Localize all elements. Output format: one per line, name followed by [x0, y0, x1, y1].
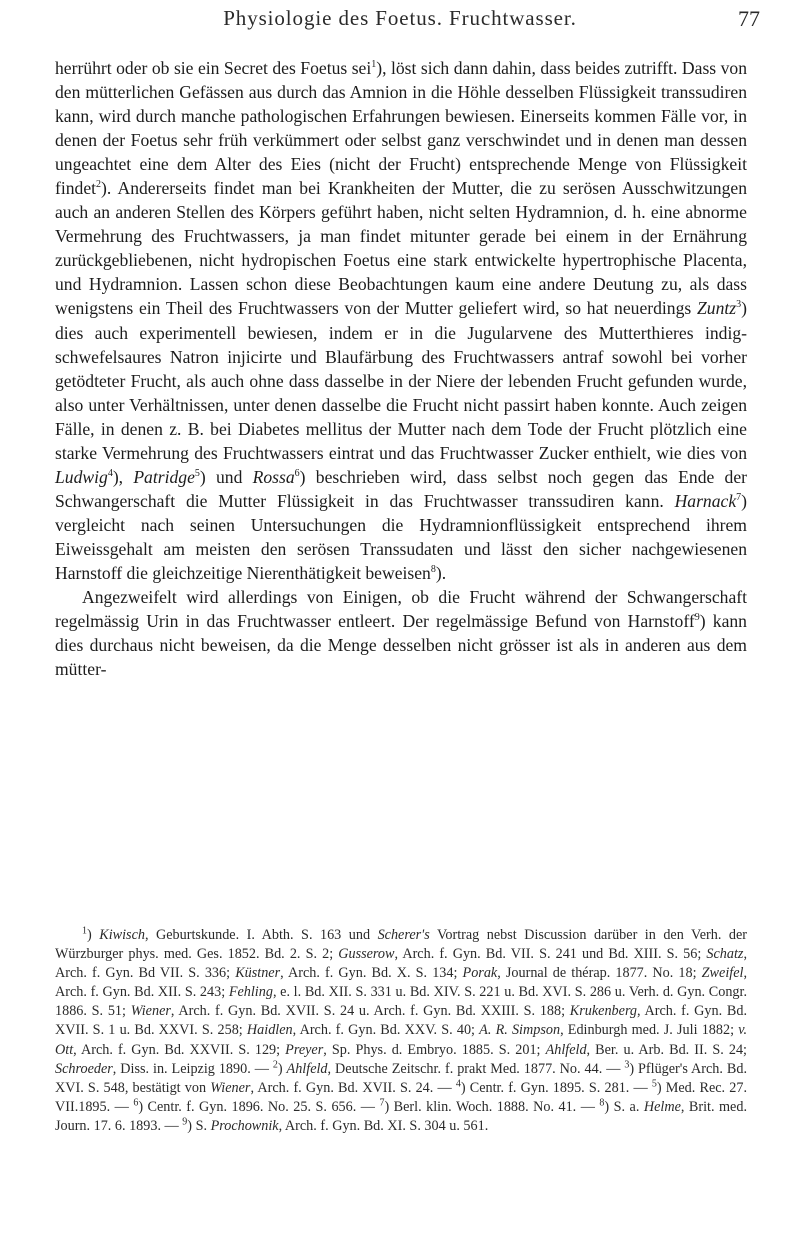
author-name: Ahlfeld [286, 1060, 328, 1077]
paragraph-1 [55, 56, 747, 585]
author-name: Zuntz [697, 298, 737, 319]
author-name: Küstner [235, 965, 281, 982]
author-name: Wiener [210, 1079, 251, 1096]
text-run: , Arch. f. Gyn. Bd. VII. S. 241 und Bd. XIII. S. 56; [394, 946, 707, 963]
author-name: v. Ott [55, 1022, 748, 1058]
footnote-block: $^1$) Kiwisch, Geburtskunde. I. Abth. S. 163 und Scherer's Vortrag nebst Discussion darüber in den Verh. der Würzburger phys. med. Ges. 1852. Bd. 2. S. 2; Gusserow, Arch. f. Gyn. Bd. VII. S. 241 und Bd. XIII. S. 56; Schatz, Arch. f. Gyn. Bd VII. S. 336; Küstner, Arch. f. Gyn. Bd. X. S. 134; Porak, Journal de thérap. 1877. No. 18; Zweifel, Arch. f. Gyn. Bd. XII. S. 243; Fehling, e. l. Bd. XII. S. 331 u. Bd. XIV. S. 221 u. Bd. XVI. S. 286 u. Verh. d. Gyn. Congr. 1886. S. 51; Wiener, Arch. f. Gyn. Bd. XVII. S. 24 u. Arch. f. Gyn. Bd. XXIII. S. 188; Krukenberg, Arch. f. Gyn. Bd. XVII. S. 1 u. Bd. XXVI. S. 258; Haidlen, Arch. f. Gyn. Bd. XXV. S. 40; A. R. Simpson, Edinburgh med. J. Juli 1882; v. Ott, Arch. f. Gyn. Bd. XXVII. S. 129; Preyer, Sp. Phys. d. Embryo. 1885. S. 201; Ahlfeld, Ber. u. Arb. Bd. II. S. 24; Schroeder, Diss. in. Leipzig 1890. — $^2$) Ahlfeld, Deutsche Zeitschr. f. prakt Med. 1877. No. 44. — $^3$) Pflüger's Arch. Bd. XVI. S. 548, bestätigt von Wiener, Arch. f. Gyn. Bd. XVII. S. 24. — $^4$) Centr. f. Gyn. 1895. S. 281. — $^5$) Med. Rec. 27. VII.1895. — $^6$) Centr. f. Gyn. 1896. No. 25. S. 656. — $^7$) Berl. klin. Woch. 1888. No. 41. — $^8$) S. a. Helme, Brit. med. Journ. 17. 6. 1893. — $^9$) S. Prochownik, Arch. f. Gyn. Bd. XI. S. 304 u. 561. [55, 925, 748, 1134]
running-title: Physiologie des Foetus. Fruchtwasser. [223, 6, 577, 30]
text-run: , Geburtskunde. I. Abth. S. 163 und [144, 927, 378, 943]
footnote-marker-9: 9 [182, 1116, 188, 1128]
text-run: , Ber. u. Arb. Bd. II. S. 24; [586, 1041, 748, 1058]
footnote-ref-9: 9 [694, 612, 700, 624]
text-run: ). Andererseits findet man bei Krankheiten der Mutter, die zu serösen Ausschwitzungen auch an anderen Stellen des Körpers geführt haben, nicht selten Hydramnion, d. h. eine abnorme Vermehrung des Fruchtwassers, ja man findet mitunter gerade bei einem in der Ernährung zurückgebliebenen, nicht hydropischen Foetus eine stark entwickelte hypertrophische Placenta, und Hydramnion. Lassen schon diese Beobachtungen kaum eine andere Deutung zu, als dass wenigstens ein Theil des Fruchtwassers von der Mutter geliefert wird, so hat neuerdings [55, 178, 747, 319]
text-run: ) Centr. f. Gyn. 1895. S. 281. — [460, 1079, 652, 1096]
footnote-marker-2: 2 [272, 1058, 278, 1070]
footnotes [55, 926, 747, 1136]
author-name: Krukenberg [569, 1003, 638, 1020]
text-run: ) Centr. f. Gyn. 1896. No. 25. S. 656. — [138, 1098, 380, 1115]
footnote-marker-1: 1 [82, 925, 87, 937]
text-run: , Arch. f. Gyn. Bd. XVII. S. 24 u. Arch. f. Gyn. Bd. XXIII. S. 188; [170, 1003, 570, 1020]
text-run: ) S. a. [604, 1098, 644, 1115]
text-run: ) vergleicht nach seinen Untersuchungen die Hydramnionflüssigkeit entsprechend ihrem Eiweissgehalt am meisten den serösen Transsudaten und lässt den sicher nachgewiesenen Harnstoff die gleichzeitige Nierenthätigkeit beweisen [55, 490, 747, 583]
author-name: Haidlen [246, 1022, 293, 1039]
footnote-marker-7: 7 [379, 1097, 385, 1109]
text-run: ) Med. Rec. 27. VII.1895. — [55, 1079, 748, 1115]
author-name: Ahlfeld [545, 1041, 587, 1058]
text-run: , e. l. Bd. XII. S. 331 u. Bd. XIV. S. 221 u. Bd. XVI. S. 286 u. Verh. d. Gyn. Congr. 1886. S. 51; [55, 984, 747, 1020]
footnote-ref-6: 6 [294, 467, 300, 479]
footnote-ref-1: 1 [371, 59, 377, 71]
text-run: ) beschrieben wird, dass selbst noch gegen das Ende der Schwangerschaft die Mutter Flüssigkeit in das Fruchtwasser transsudiren kann. [55, 466, 748, 511]
author-name: Fehling [228, 984, 273, 1001]
text-run: , Deutsche Zeitschr. f. prakt Med. 1877. No. 44. — [327, 1060, 625, 1077]
author-name: Preyer [285, 1041, 324, 1058]
text-run: , Journal de thérap. 1877. No. 18; [497, 965, 702, 982]
footnote-marker-5: 5 [651, 1078, 657, 1090]
author-name: Prochownik [210, 1117, 279, 1134]
author-name: Kiwisch [99, 927, 145, 943]
text-run: , Arch. f. Gyn. Bd. XI. S. 304 u. 561. [278, 1117, 489, 1134]
body-text [55, 56, 747, 681]
text-run: ) Berl. klin. Woch. 1888. No. 41. — [384, 1098, 600, 1115]
footnote-ref-4: 4 [107, 467, 113, 479]
text-run: , Arch. f. Gyn. Bd. X. S. 134; [280, 965, 463, 982]
page-number: 77 [738, 6, 760, 31]
author-name: Wiener [130, 1003, 171, 1020]
text-run: , Arch. f. Gyn. Bd. XVII. S. 24. — [250, 1079, 456, 1096]
author-name: Schroeder [55, 1060, 113, 1077]
author-name: A. R. Simpson [479, 1022, 561, 1039]
text-run: , Diss. in. Leipzig 1890. — [112, 1060, 273, 1077]
footnote-marker-3: 3 [624, 1058, 630, 1070]
author-name: Scherer's [377, 927, 430, 943]
text-run: , Arch. f. Gyn. Bd. XII. S. 243; [55, 965, 747, 1001]
running-head [0, 6, 800, 36]
text-run: ) S. [187, 1117, 211, 1134]
text-run: ) dies auch experimentell bewiesen, indem er in die Jugularvene des Mutterthieres indig-schwefelsaures Natron injicirte und Blaufärbung des Fruchtwassers antraf sowohl bei vorher getödteter Frucht, als auch ohne dass dasselbe in der Niere der lebenden Frucht gefunden wurde, also unter Verhältnissen, unter denen dasselbe die Frucht nicht passirt haben konnte. Auch zeigen Fälle, in denen z. B. bei Diabetes mellitus der Mutter nach dem Tode der Frucht plötzlich eine starke Vermehrung des Fruchtwassers eintrat und das Fruchtwasser Zucker enthielt, wie dies von [55, 298, 747, 463]
text-run: , Arch. f. Gyn. Bd. XVII. S. 1 u. Bd. XXVI. S. 258; [55, 1003, 747, 1039]
footnote-ref-5: 5 [194, 467, 200, 479]
text-run: , Arch. f. Gyn. Bd. XXV. S. 40; [292, 1022, 480, 1039]
text-run: Vortrag nebst Discussion darüber in den Verh. der Würzburger phys. med. Ges. 1852. Bd. 2. S. 2; [55, 927, 748, 963]
footnote-marker-4: 4 [455, 1078, 461, 1090]
footnote-ref-2: 2 [96, 179, 102, 191]
text-run: Angezweifelt wird allerdings von Einigen, ob die Frucht während der Schwangerschaft regelmässig Urin in das Fruchtwasser entleert. Der regelmässige Befund von Harnstoff [55, 587, 747, 632]
author-name: Rossa [252, 466, 295, 487]
footnote-marker-6: 6 [133, 1097, 139, 1109]
author-name: Patridge [133, 466, 195, 487]
text-run: herrührt oder ob sie ein Secret des Foetus sei [55, 58, 372, 78]
text-run: ), [112, 466, 134, 487]
footnote-marker-8: 8 [599, 1097, 605, 1109]
author-name: Helme [643, 1098, 681, 1115]
text-run: ). [435, 562, 447, 583]
text-run: ) kann dies durchaus nicht beweisen, da die Menge desselben nicht grösser ist als in anderen aus dem mütter- [55, 611, 747, 680]
footnote-ref-8: 8 [430, 564, 436, 576]
text-run: , Arch. f. Gyn. Bd VII. S. 336; [55, 946, 747, 982]
text-run: ) Pflüger's Arch. Bd. XVI. S. 548, bestätigt von [55, 1060, 747, 1096]
text-run: ) und [199, 466, 253, 487]
author-name: Schatz [706, 946, 744, 963]
author-name: Gusserow [338, 946, 395, 963]
footnote-ref-7: 7 [736, 491, 742, 503]
footnote-ref-3: 3 [736, 299, 742, 311]
paragraph-2 [55, 585, 747, 681]
text-run: , Arch. f. Gyn. Bd. XXVII. S. 129; [73, 1041, 286, 1058]
author-name: Zweifel [701, 965, 744, 982]
text-run: ) [277, 1060, 287, 1077]
author-name: Porak [462, 965, 498, 982]
author-name: Harnack [674, 490, 737, 511]
text-run: , Brit. med. Journ. 17. 6. 1893. — [55, 1098, 747, 1134]
text-run: ), löst sich dann dahin, dass beides zutrifft. Dass von den mütterlichen Gefässen aus durch das Amnion in die Höhle desselben Flüssigkeit transsudiren kann, wird durch manche pathologischen Erfahrungen bewiesen. Einerseits kommen Fälle vor, in denen der Foetus sehr früh verkümmert oder selbst ganz verschwindet und in denen man dessen ungeachtet eine dem Alter des Eies (nicht der Frucht) entsprechende Menge von Flüssigkeit findet [55, 58, 748, 199]
text-run: , Sp. Phys. d. Embryo. 1885. S. 201; [323, 1041, 546, 1058]
author-name: Ludwig [55, 466, 108, 487]
text-run: , Edinburgh med. J. Juli 1882; [560, 1022, 739, 1039]
